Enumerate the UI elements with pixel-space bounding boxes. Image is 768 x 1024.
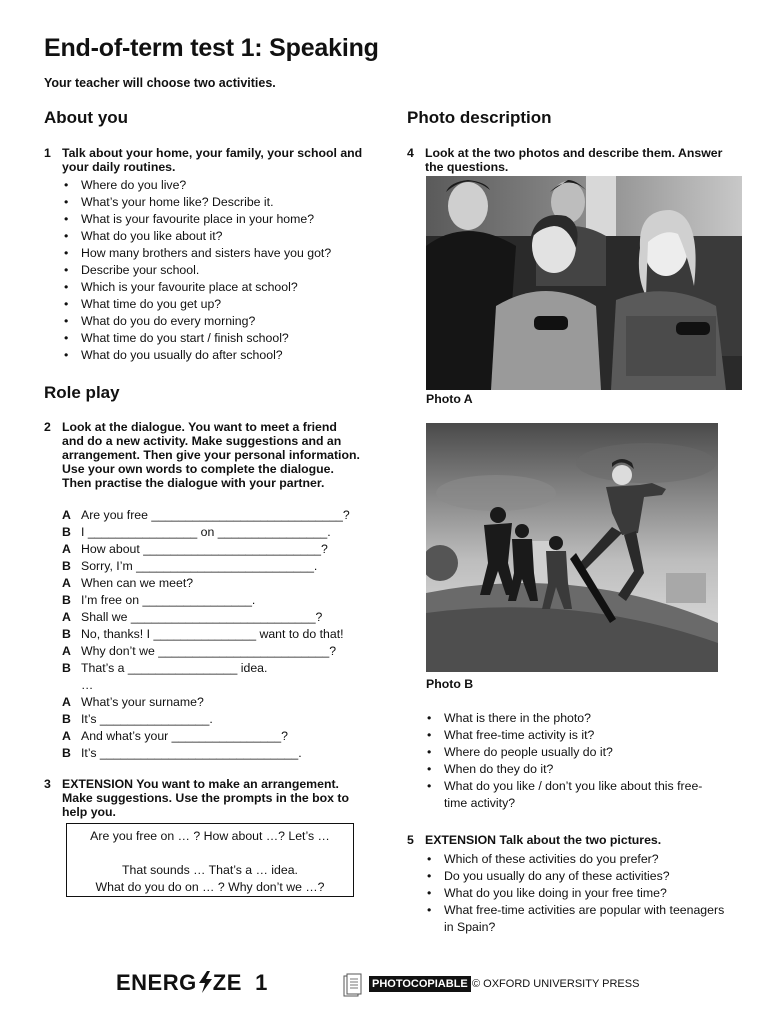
speaker: B [62,559,71,573]
dialogue-text: No, thanks! I _______________ want to do that! [81,627,344,641]
prompts-box [66,823,354,897]
photocopiable-badge: PHOTOCOPIABLE [369,976,471,992]
dialogue-text: Why don’t we _________________________? [81,644,337,658]
question-item: • Where do you live? [62,177,362,194]
question-item: • What time do you get up? [62,296,362,313]
task-text: EXTENSION You want to make an arrangement. Make suggestions. Use the prompts in the box to help you. [62,777,349,819]
question-item: • What is there in the photo? [425,710,725,727]
level-number: 1 [255,970,268,995]
dialogue-text: When can we meet? [81,576,194,590]
task-text: Look at the two photos and describe them. Answer the questions. [425,146,723,174]
speaker: A [62,542,71,556]
dialogue-line [62,745,362,762]
dialogue [62,507,362,762]
roleplay-heading: Role play [44,383,120,402]
question-item: • What do you like / don’t you like about this free-time activity? [425,778,725,812]
speaker: B [62,627,71,641]
caption-photo-b: Photo B [426,677,474,691]
question-item: • What’s your home like? Describe it. [62,194,362,211]
dialogue-line [62,643,362,660]
question-item: • Describe your school. [62,262,362,279]
task-number: 1 [44,146,51,160]
dialogue-line [62,558,362,575]
task-number: 5 [407,833,414,847]
dialogue-line [62,660,362,677]
speaker: A [62,610,71,624]
question-item: • What free-time activities are popular with teenagers in Spain? [425,902,725,936]
dialogue-text: And what’s your ________________? [81,729,288,743]
task-text: EXTENSION Talk about the two pictures. [425,833,662,847]
dialogue-line [62,524,362,541]
photo-heading: Photo description [407,108,552,127]
dialogue-text: How about __________________________? [81,542,328,556]
photo-questions [425,710,725,812]
dialogue-text: … [81,678,94,692]
photo-b [426,423,718,672]
task-4 [407,146,727,174]
speaker: A [62,508,71,522]
dialogue-line [62,541,362,558]
question-item: • What do you like doing in your free time? [425,885,725,902]
dialogue-line [62,694,362,711]
dialogue-line [62,677,362,694]
dialogue-line [62,626,362,643]
extension5-questions [425,851,725,936]
speaker: A [62,576,71,590]
prompts-line: Are you free on … ? How about …? Let’s … [90,829,330,843]
speaker [62,677,81,694]
photocopy-icon [342,972,364,998]
photo-a [426,176,742,390]
speaker: B [62,593,71,607]
dialogue-text: I’m free on ________________. [81,593,256,607]
dialogue-text: Sorry, I’m __________________________. [81,559,318,573]
task-text: Look at the dialogue. You want to meet a friend and do a new activity. Make suggestions and an arrangement. Then give your personal information. Use your own words to complete the dialogue. Then practise the dialogue with your partner. [62,420,360,490]
caption-photo-a: Photo A [426,392,473,406]
task-3 [44,777,362,819]
question-item: • Which of these activities do you prefer? [425,851,725,868]
brand-right: ZE [212,970,242,995]
dialogue-line [62,507,362,524]
about-heading: About you [44,108,129,127]
dialogue-text: It’s ________________. [81,712,213,726]
dialogue-text: That’s a ________________ idea. [81,661,268,675]
task-number: 2 [44,420,51,434]
photo-b-image [426,423,718,672]
brand-logo [116,970,268,996]
question-item: • What do you like about it? [62,228,362,245]
question-item: • When do they do it? [425,761,725,778]
speaker: B [62,661,71,675]
instructions: Your teacher will choose two activities. [44,76,276,90]
question-item: • How many brothers and sisters have you got? [62,245,362,262]
lightning-icon [197,971,213,993]
dialogue-line [62,592,362,609]
task-2 [44,420,360,490]
task-1 [44,146,364,174]
speaker: A [62,729,71,743]
question-item: • Do you usually do any of these activities? [425,868,725,885]
task-number: 3 [44,777,51,791]
dialogue-line [62,728,362,745]
dialogue-text: I ________________ on ________________. [81,525,331,539]
question-item: • Which is your favourite place at school? [62,279,362,296]
task-text: Talk about your home, your family, your school and your daily routines. [62,146,363,174]
dialogue-text: Are you free ____________________________? [81,508,350,522]
question-item: • What time do you start / finish school? [62,330,362,347]
task-5 [407,833,727,847]
dialogue-line [62,575,362,592]
about-questions [62,177,362,364]
question-item: • What do you do every morning? [62,313,362,330]
speaker: A [62,695,71,709]
photo-a-image [426,176,742,390]
prompts-line: What do you do on … ? Why don’t we …? [95,880,325,894]
dialogue-text: What’s your surname? [81,695,204,709]
dialogue-text: Shall we ___________________________? [81,610,323,624]
speaker: B [62,712,71,726]
page-title: End-of-term test 1: Speaking [44,34,379,62]
question-item: • What do you usually do after school? [62,347,362,364]
dialogue-line [62,711,362,728]
task-number: 4 [407,146,414,160]
dialogue-text: It’s _____________________________. [81,746,302,760]
brand-left: ENERG [116,970,197,995]
publisher: © OXFORD UNIVERSITY PRESS [472,978,640,990]
prompts-line: That sounds … That’s a … idea. [122,863,298,877]
speaker: A [62,644,71,658]
question-item: • Where do people usually do it? [425,744,725,761]
speaker: B [62,525,71,539]
dialogue-line [62,609,362,626]
question-item: • What is your favourite place in your home? [62,211,362,228]
question-item: • What free-time activity is it? [425,727,725,744]
speaker: B [62,746,71,760]
